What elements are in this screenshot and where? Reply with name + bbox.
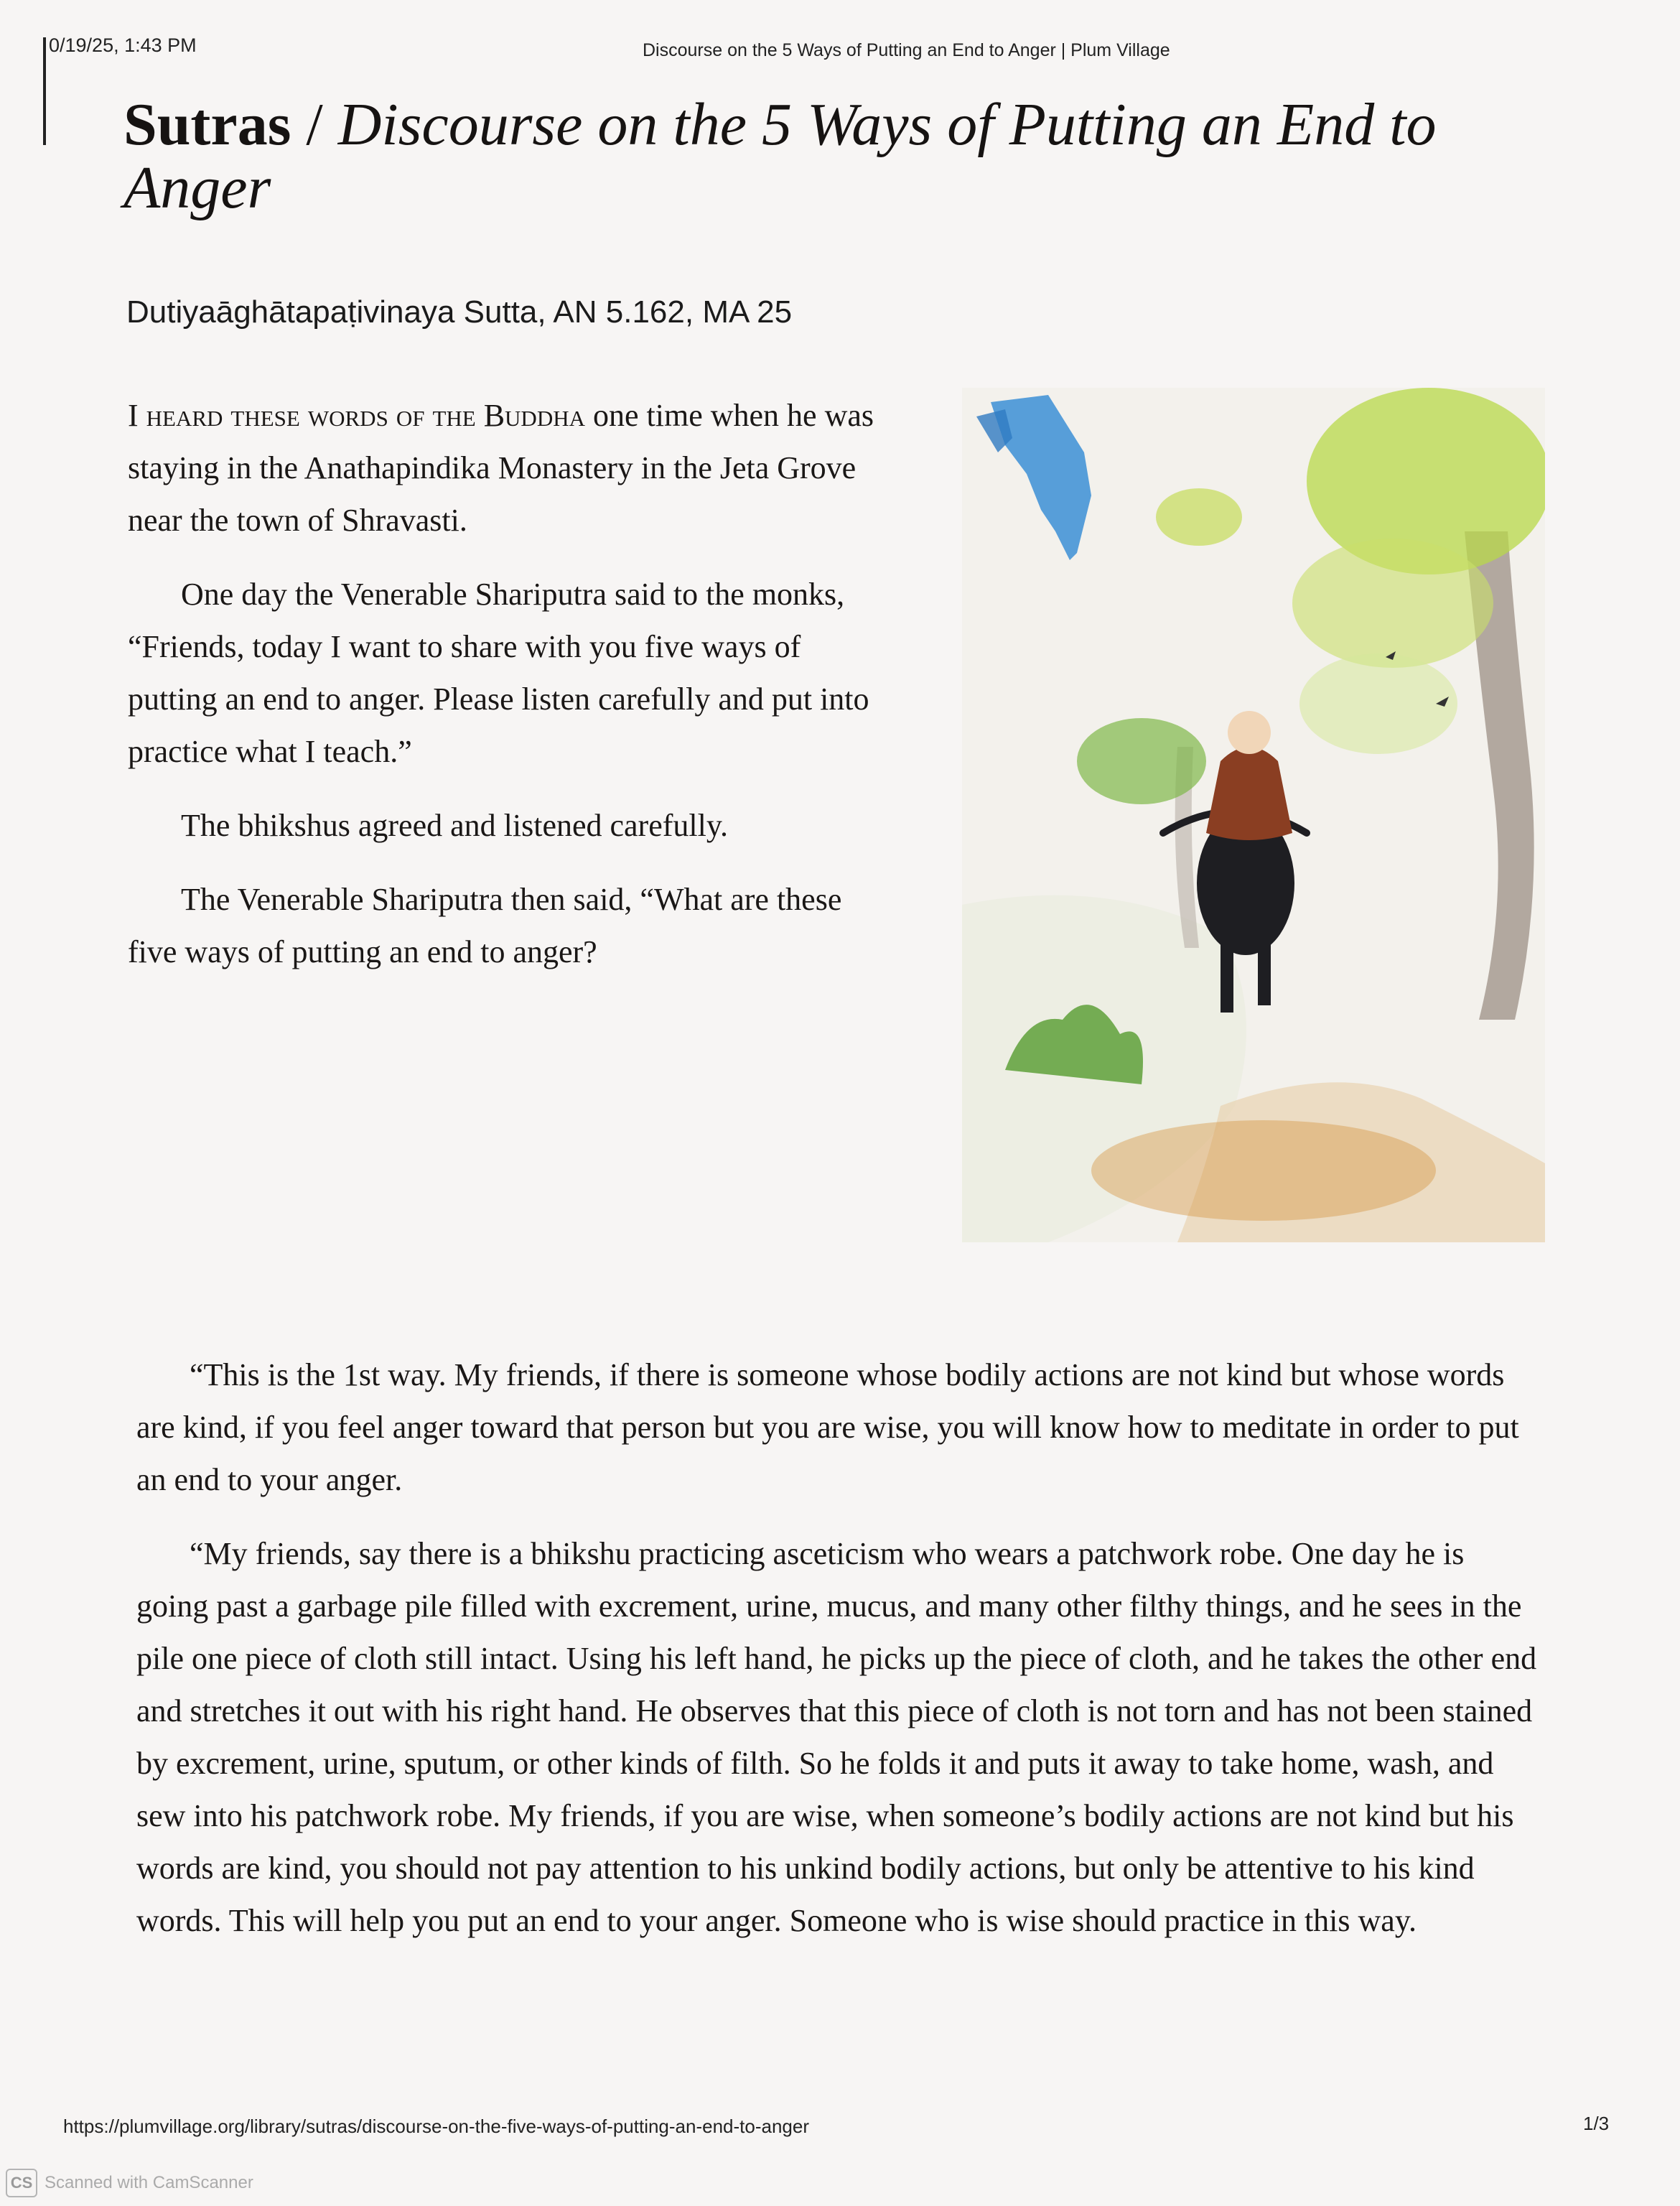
page-title — [123, 93, 1559, 220]
footer-url[interactable]: https://plumvillage.org/library/sutras/discourse-on-the-five-ways-of-putting-an-end-to-anger — [63, 2116, 810, 2137]
foliage-small — [1156, 488, 1242, 546]
intro-paragraph-1 — [128, 389, 896, 546]
print-datetime: 0/19/25, 1:43 PM — [49, 34, 197, 56]
foliage-left — [1077, 718, 1206, 804]
intro-paragraph-2: One day the Venerable Shariputra said to the monks, “Friends, today I want to share with you five ways of putting an end to anger. Please listen carefully and put into practice what I teach.” — [128, 577, 869, 769]
foliage-haze — [1299, 653, 1457, 754]
title-article: Discourse on the 5 Ways of Putting an End to Anger — [123, 91, 1437, 221]
page-edge-mark — [43, 37, 46, 145]
muddy-puddle — [1091, 1120, 1436, 1221]
intro-rest: one time when he was staying in the Anathapindika Monastery in the Jeta Grove near the town of Shravasti. — [128, 398, 874, 538]
title-separator: / — [291, 91, 338, 158]
camscanner-watermark — [6, 2169, 253, 2197]
intro-text — [128, 389, 896, 1000]
monk-head — [1228, 711, 1271, 754]
patchwork-robe-paragraph: “My friends, say there is a bhikshu practicing asceticism who wears a patchwork robe. One day he is going past a garbage pile filled with excrement, urine, mucus, and many other filthy things, and he sees in the pile one piece of cloth still intact. Using his left hand, he picks up the piece of cloth, and he takes the other end and stretches it out with his right hand. He observes that this piece of cloth is not torn and has not been stained by excrement, urine, sputum, or other kinds of filth. So he folds it and puts it away to take home, wash, and sew into his patchwork robe. My friends, if you are wise, when someone’s bodily actions are not kind but his words are kind, you should not pay attention to his unkind bodily actions, but only be attentive to his kind words. This will help you put an end to your anger. Someone who is wise should practice in this way. — [136, 1536, 1537, 1938]
print-page-title: Discourse on the 5 Ways of Putting an End to Anger | Plum Village — [643, 40, 1170, 60]
foliage-mid — [1292, 539, 1493, 668]
monk-on-buffalo-illustration — [962, 388, 1545, 1242]
discourse-body — [136, 1349, 1544, 1968]
camscanner-label: Scanned with CamScanner — [45, 2173, 253, 2192]
intro-paragraph-4: The Venerable Shariputra then said, “What are these five ways of putting an end to anger? — [128, 882, 842, 969]
sutta-reference: Dutiyaāghātapaṭivinaya Sutta, AN 5.162, MA 25 — [126, 294, 793, 330]
camscanner-logo-icon: CS — [6, 2169, 37, 2197]
title-section[interactable]: Sutras — [123, 91, 291, 158]
page-number: 1/3 — [1583, 2113, 1610, 2134]
buffalo-leg-left — [1221, 934, 1233, 1013]
intro-lead: I heard these words of the Buddha — [128, 398, 585, 433]
buffalo-leg-right — [1258, 934, 1271, 1005]
first-way-paragraph: “This is the 1st way. My friends, if there is someone whose bodily actions are not kind but whose words are kind, if you feel anger toward that person but you are wise, you will know how to meditate in order to put an end to your anger. — [136, 1357, 1519, 1497]
intro-paragraph-3: The bhikshus agreed and listened carefully. — [181, 808, 728, 843]
